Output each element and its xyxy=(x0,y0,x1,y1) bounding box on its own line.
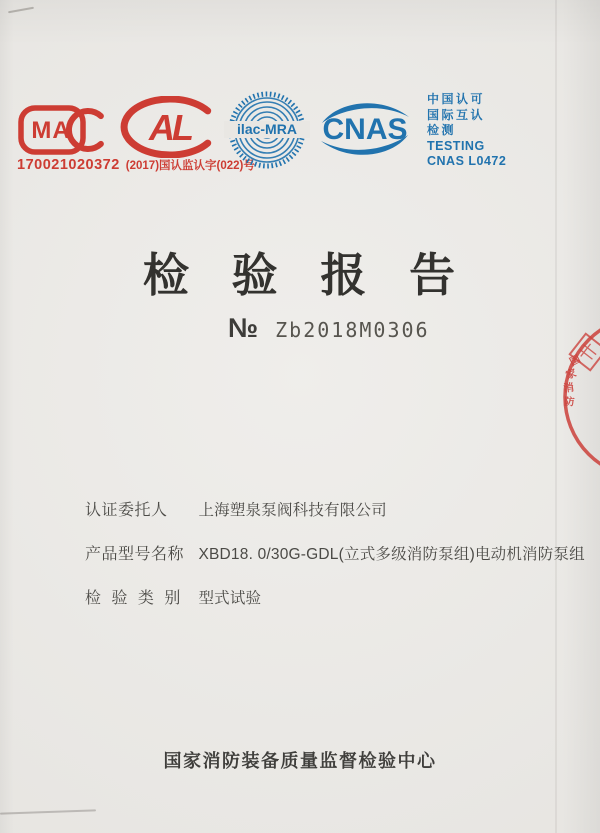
stamp-char: 国 xyxy=(567,353,583,369)
cma-approval-text: (2017)国认监认字(022)号 xyxy=(125,160,255,172)
stamp-char: 家 xyxy=(564,367,578,382)
official-stamp xyxy=(558,326,600,466)
cma-certificate-number: 170021020372 xyxy=(17,157,120,173)
report-fields xyxy=(85,497,585,629)
paper-crease-bottom-left xyxy=(0,809,96,814)
ilac-mra-label: ilac-MRA xyxy=(237,121,297,137)
cnas-line-1: 中国认可 xyxy=(427,92,486,106)
field-test-category-label: 检 验 类 别 xyxy=(85,590,181,607)
stamp-char: 防 xyxy=(563,396,575,409)
ilac-mra-logo xyxy=(223,91,311,169)
report-number-value: Zb2018M0306 xyxy=(275,318,430,342)
cnas-line-number: CNAS L0472 xyxy=(427,154,507,168)
cma-logo xyxy=(18,104,114,156)
numero-symbol: № xyxy=(228,313,259,343)
field-applicant-value: 上海塑泉泵阀科技有限公司 xyxy=(198,502,387,519)
field-product-model-value: XBD18. 0/30G-GDL(立式多级消防泵组)电动机消防泵组 xyxy=(198,546,585,563)
cnas-line-2: 国际互认 xyxy=(427,107,486,122)
stamp-char: 消 xyxy=(562,381,575,395)
cnas-accreditation-text xyxy=(427,92,506,170)
field-product-model-label: 产品型号名称 xyxy=(85,546,185,563)
issuing-authority: 国家消防装备质量监督检验中心 xyxy=(163,751,437,771)
cnas-line-3: 检测 xyxy=(427,123,457,137)
al-letters: AL xyxy=(149,107,191,148)
page-title: 检 验 报 告 xyxy=(142,249,458,301)
report-number-line xyxy=(228,313,430,344)
cma-certificate-line xyxy=(17,157,255,173)
field-product-model xyxy=(85,541,585,564)
field-test-category-value: 型式试验 xyxy=(198,590,262,607)
field-applicant xyxy=(85,497,585,520)
cnas-logo xyxy=(318,97,412,161)
paper-scratch-top-left xyxy=(8,7,34,13)
al-accreditation-logo xyxy=(120,96,224,158)
cnas-line-testing: TESTING xyxy=(427,138,485,153)
cnas-letters: CNAS xyxy=(322,113,408,146)
paper-crease-vertical xyxy=(555,0,557,833)
field-applicant-label: 认证委托人 xyxy=(85,502,168,519)
cma-letters: MA xyxy=(31,117,71,144)
field-test-category xyxy=(85,585,585,608)
